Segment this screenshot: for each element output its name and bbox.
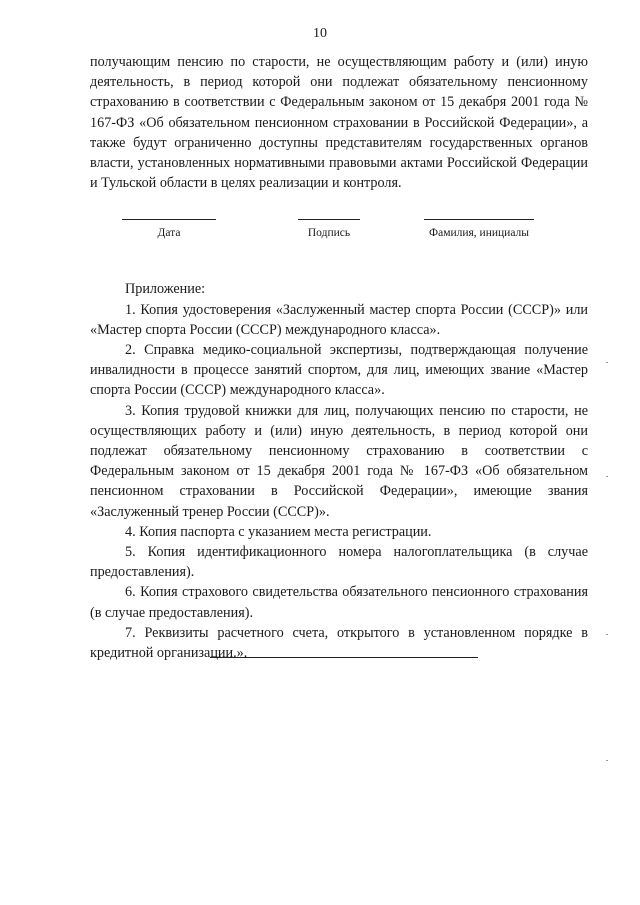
appendix-item: 1. Копия удостоверения «Заслуженный мастер спорта России (СССР)» или «Мастер спорта России (СССР) международного класса». — [90, 301, 588, 338]
date-field — [122, 219, 216, 243]
appendix-title: Приложение: — [125, 281, 206, 298]
signature-label: Подпись — [307, 227, 351, 240]
signature-line — [298, 219, 360, 220]
name-label: Фамилия, инициалы — [429, 227, 529, 240]
appendix-item: 5. Копия идентификационного номера налогоплательщика (в случае предоставления). — [90, 544, 588, 581]
scan-speck — [606, 476, 608, 477]
document-body — [90, 52, 588, 663]
scan-speck — [606, 634, 608, 635]
name-field — [424, 219, 534, 243]
date-label: Дата — [157, 227, 181, 240]
scan-speck — [606, 760, 608, 761]
date-line — [122, 219, 216, 220]
name-line — [424, 219, 534, 220]
signature-field — [298, 219, 360, 243]
appendix-item: 4. Копия паспорта с указанием места регистрации. — [125, 523, 432, 540]
appendix-item: 3. Копия трудовой книжки для лиц, получающих пенсию по старости, не осуществляющих работу и (или) иную деятельность, в период которой они подлежат обязательному пенсионному страхованию в соответствии с Федеральным законом от 15 декабря 2001 года № 167-ФЗ «Об обязательном пенсионном страховании в Российской Федерации», имеющие звания «Заслуженный тренер России (СССР)». — [90, 402, 588, 520]
appendix-item: 6. Копия страхового свидетельства обязательного пенсионного страхования (в случае предоставления). — [90, 584, 588, 621]
signature-block — [90, 219, 588, 255]
appendix-item: 2. Справка медико-социальной экспертизы, подтверждающая получение инвалидности в процессе занятий спортом, для лиц, имеющих звание «Мастер спорта России (СССР) международного класса». — [90, 342, 588, 399]
intro-paragraph: получающим пенсию по старости, не осуществляющим работу и (или) иную деятельность, в период которой они подлежат обязательному пенсионному страхованию в соответствии с Федеральным законом от 15 декабря 2001 года № 167-ФЗ «Об обязательном пенсионном страховании в Российской Федерации», а также будут ограниченно доступны представителям государственных органов власти, установленных нормативными правовыми актами Российской Федерации и Тульской области в целях реализации и контроля. — [90, 54, 588, 192]
end-rule — [210, 657, 478, 658]
scan-speck — [606, 362, 608, 363]
page-number: 10 — [313, 26, 327, 41]
appendix-item: 7. Реквизиты расчетного счета, открытого в установленном порядке в кредитной организации.». — [90, 624, 588, 662]
